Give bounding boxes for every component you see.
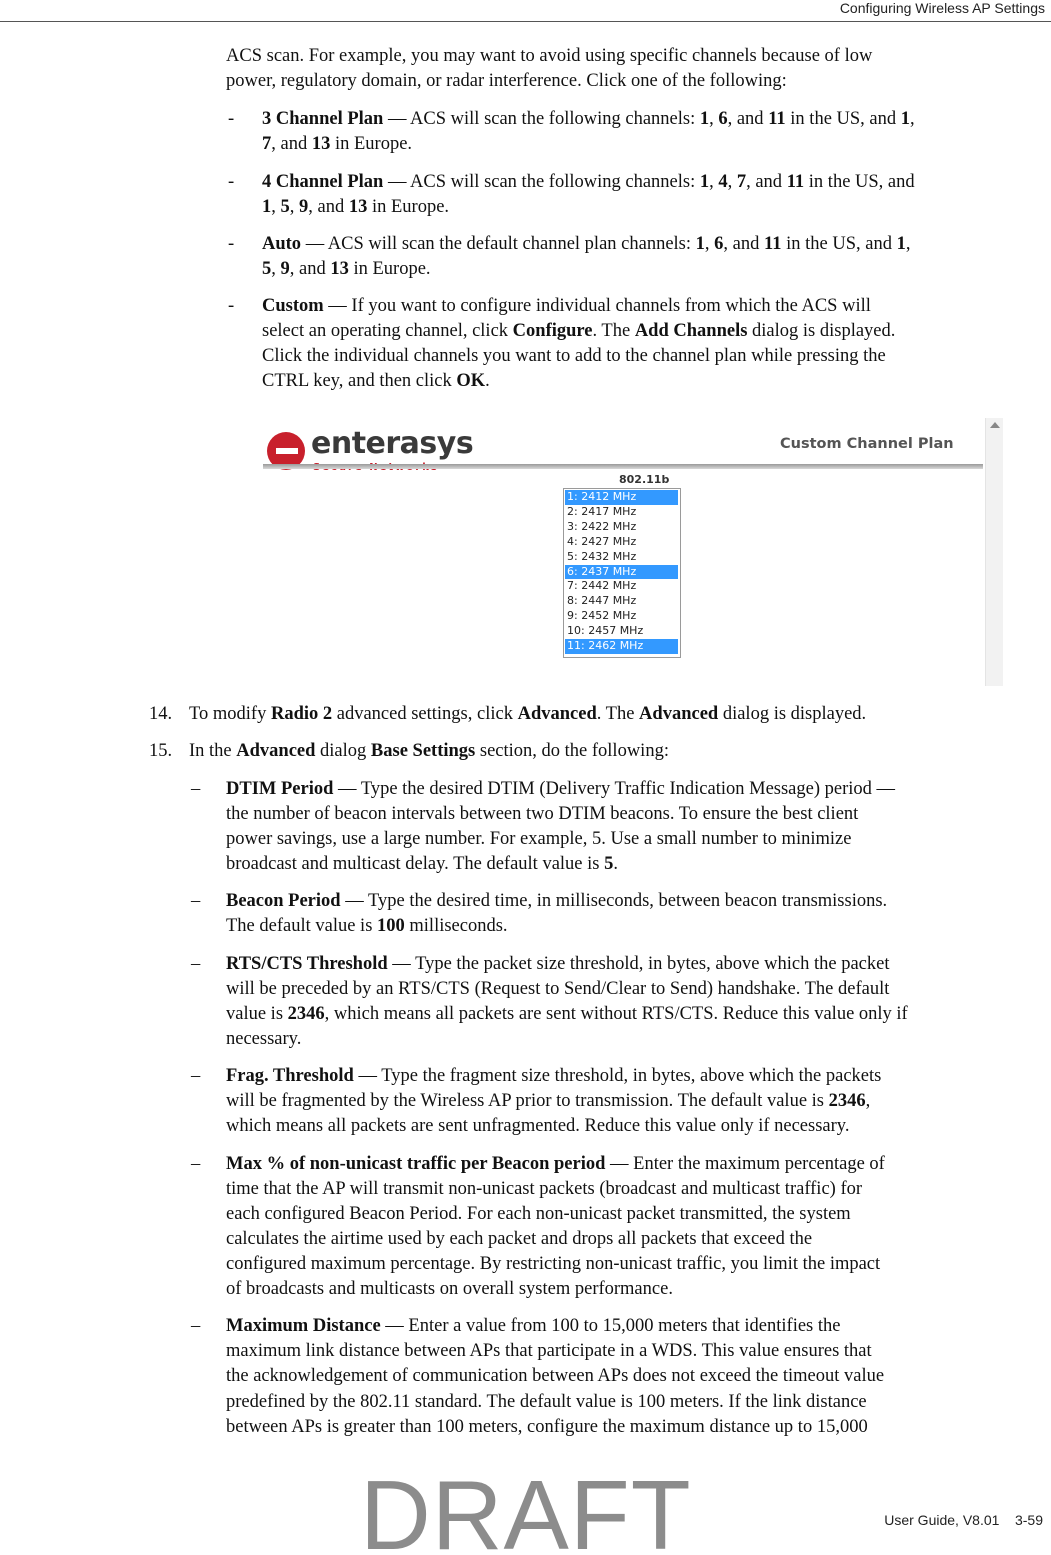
dash-dtim: – [191,779,201,799]
option-custom: Custom — If you want to configure individual channels from which the ACS will [262,296,871,316]
dash-beacon: – [191,891,201,911]
header-title: Configuring Wireless AP Settings [839,0,1045,16]
setting-maxdist-l3: the acknowledgement of communication between APs does not exceed the timeout value [226,1366,885,1386]
setting-rts-l3: value is 2346, which means all packets are sent without RTS/CTS. Reduce this value only if [226,1004,908,1024]
setting-maxdist-l4: predefined by the 802.11 standard. The default value is 100 meters. If the link distance [226,1392,867,1412]
custom-channel-plan-screenshot [263,418,1003,686]
option-custom-line-4: CTRL key, and then click OK. [262,371,490,391]
bullet-custom: - [228,296,235,316]
setting-rts: RTS/CTS Threshold — Type the packet size threshold, in bytes, above which the packet [226,954,890,974]
channel-option[interactable]: 6: 2437 MHz [565,565,678,580]
dash-rts: – [191,954,201,974]
step-14: To modify Radio 2 advanced settings, click Advanced. The Advanced dialog is displayed. [189,704,867,724]
setting-maxpct-l6: of broadcasts and multicasts on overall system performance. [226,1279,673,1299]
setting-rts-l4: necessary. [226,1029,302,1049]
setting-maxpct-l2: time that the AP will transmit non-unicast packets (broadcast and multicast traffic) for [226,1179,863,1199]
channel-option[interactable]: 1: 2412 MHz [565,490,678,505]
option-3-channel-plan-cont: 7, and 13 in Europe. [262,134,413,154]
dash-maxdist: – [191,1316,201,1336]
term-max-non-unicast: Max % of non-unicast traffic per Beacon period [226,1154,606,1174]
scroll-up-arrow-icon[interactable] [990,422,1000,428]
intro-line-2: power, regulatory domain, or radar interference. Click one of the following: [226,71,787,91]
setting-beacon: Beacon Period — Type the desired time, in milliseconds, between beacon transmissions. [226,891,888,911]
channel-option[interactable]: 2: 2417 MHz [567,504,637,518]
setting-maxpct-l3: each configured Beacon Period. For each non-unicast packet transmitted, the system [226,1204,851,1224]
step-14-number: 14. [149,704,173,724]
logo-word: enterasys [311,426,474,461]
setting-maxdist-l2: maximum link distance between APs that participate in a WDS. This value ensures that [226,1341,872,1361]
channel-option[interactable]: 10: 2457 MHz [567,624,644,638]
bullet-3-channel: - [228,109,235,129]
channel-option[interactable]: 9: 2452 MHz [567,609,637,623]
screenshot-title: Custom Channel Plan [780,436,954,452]
setting-beacon-l2: The default value is 100 milliseconds. [226,916,508,936]
setting-dtim-l3: power savings, use a large number. For example, 5. Use a small number to minimize [226,829,852,849]
option-custom-line-2: select an operating channel, click Configure. The Add Channels dialog is displayed. [262,321,896,341]
option-auto: Auto — ACS will scan the default channel plan channels: 1, 6, and 11 in the US, and 1, [262,234,911,254]
dash-maxpct: – [191,1154,201,1174]
term-frag-threshold: Frag. Threshold [226,1066,354,1086]
setting-frag-l2: will be fragmented by the Wireless AP prior to transmission. The default value is 2346, [226,1091,871,1111]
channel-listbox[interactable] [563,488,681,658]
option-3-channel-plan: 3 Channel Plan — ACS will scan the following channels: 1, 6, and 11 in the US, and 1, [262,109,915,129]
term-dtim-period: DTIM Period [226,779,334,799]
term-3-channel-plan: 3 Channel Plan [262,109,384,129]
setting-maxdist: Maximum Distance — Enter a value from 100 to 15,000 meters that identifies the [226,1316,841,1336]
term-maximum-distance: Maximum Distance [226,1316,381,1336]
term-rts-cts-threshold: RTS/CTS Threshold [226,954,388,974]
option-4-channel-plan: 4 Channel Plan — ACS will scan the following channels: 1, 4, 7, and 11 in the US, and [262,172,915,192]
setting-dtim: DTIM Period — Type the desired DTIM (Delivery Traffic Indication Message) period — [226,779,896,799]
channel-option[interactable]: 5: 2432 MHz [567,549,637,563]
screenshot-content [263,418,983,686]
term-custom: Custom [262,296,324,316]
channel-list-label: 802.11b [619,473,670,486]
vertical-scrollbar[interactable] [985,418,1003,686]
draft-watermark: DRAFT [360,1460,692,1555]
intro-line-1: ACS scan. For example, you may want to avoid using specific channels because of low [226,46,873,66]
channel-option[interactable]: 4: 2427 MHz [567,534,637,548]
bullet-auto: - [228,234,235,254]
step-15: In the Advanced dialog Base Settings section, do the following: [189,741,669,761]
setting-frag: Frag. Threshold — Type the fragment size threshold, in bytes, above which the packets [226,1066,882,1086]
setting-maxpct-l5: configured maximum percentage. By restricting non-unicast traffic, you limit the impact [226,1254,881,1274]
option-4-channel-plan-cont: 1, 5, 9, and 13 in Europe. [262,197,450,217]
channel-option[interactable]: 3: 2422 MHz [567,519,637,533]
step-15-number: 15. [149,741,173,761]
term-auto: Auto [262,234,302,254]
enterasys-logo [265,426,525,486]
channel-option[interactable]: 7: 2442 MHz [567,579,637,593]
setting-rts-l2: will be preceded by an RTS/CTS (Request to Send/Clear to Send) handshake. The default [226,979,890,999]
setting-maxpct: Max % of non-unicast traffic per Beacon period — Enter the maximum percentage of [226,1154,885,1174]
page-header [0,0,1051,22]
setting-dtim-l2: the number of beacon intervals between two DTIM beacons. To ensure the best client [226,804,859,824]
term-beacon-period: Beacon Period [226,891,341,911]
setting-frag-l3: which means all packets are sent unfragmented. Reduce this value only if necessary. [226,1116,850,1136]
term-4-channel-plan: 4 Channel Plan [262,172,384,192]
header-divider [263,464,983,469]
option-custom-line-3: Click the individual channels you want to add to the channel plan while pressing the [262,346,886,366]
setting-maxdist-l5: between APs is greater than 100 meters, configure the maximum distance up to 15,000 [226,1417,868,1437]
channel-option[interactable]: 8: 2447 MHz [567,594,637,608]
setting-maxpct-l4: calculates the airtime used by each packet and drops all packets that exceed the [226,1229,813,1249]
page-footer: User Guide, V8.01 3-59 [884,1512,1043,1528]
dash-frag: – [191,1066,201,1086]
channel-option[interactable]: 11: 2462 MHz [565,639,678,654]
setting-dtim-l4: broadcast and multicast delay. The default value is 5. [226,854,618,874]
option-auto-cont: 5, 9, and 13 in Europe. [262,259,431,279]
bullet-4-channel: - [228,172,235,192]
